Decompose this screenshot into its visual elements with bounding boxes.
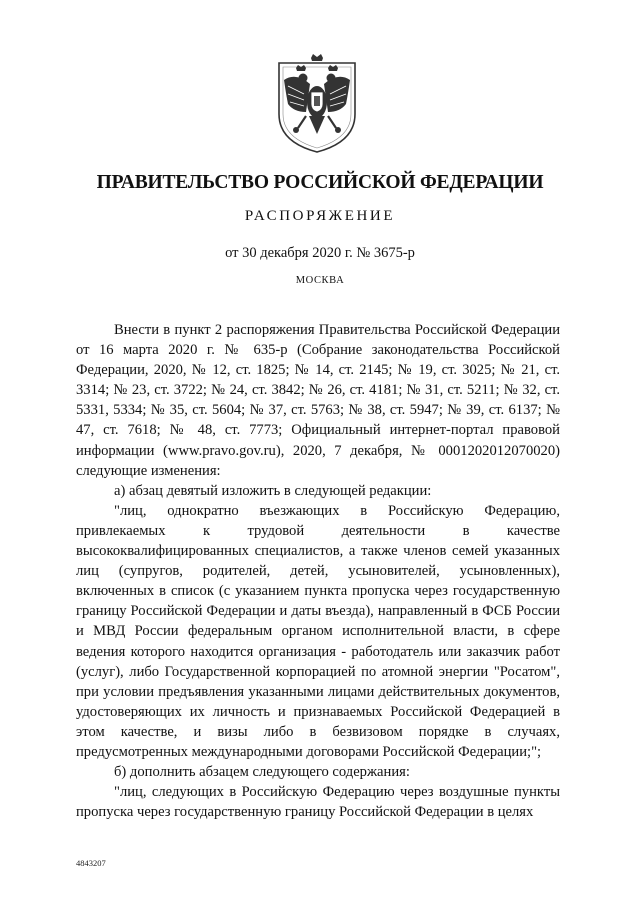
body-paragraph: "лиц, однократно въезжающих в Российскую Федерацию, привлекаемых к трудовой деятельности в качестве высококвалифицированных специалистов, а также членов семей указанных лиц (супругов, родителей, детей, усыновителей, усыновленных), включенных в список (с указанием пункта пропуска через государственную границу Российской Федерации и даты въезда), направленный в ФСБ России и МВД России федеральным органом исполнительной власти, в сфере ведения которого находится организация - работодатель или заказчик работ (услуг), либо Государственной корпорацией по атомной энергии "Росатом", при условии предъявления указанными лицами действительных документов, удостоверяющих их личность и признаваемых Российской Федерацией в этом качестве, и визы либо в безвизовом порядке в случаях, предусмотренных международными договорами Российской Федерации;"; <box>76 502 560 760</box>
body-paragraph: "лиц, следующих в Российскую Федерацию через воздушные пункты пропуска через государственную границу Российской Федерации в целях <box>76 784 560 821</box>
document-city: МОСКВА <box>295 275 345 286</box>
document-code: 4843207 <box>76 858 106 868</box>
document-type: РАСПОРЯЖЕНИЕ <box>244 208 396 224</box>
government-title: ПРАВИТЕЛЬСТВО РОССИЙСКОЙ ФЕДЕРАЦИИ <box>96 172 544 193</box>
body-paragraph: б) дополнить абзацем следующего содержания: <box>114 764 410 781</box>
body-paragraph: Внести в пункт 2 распоряжения Правительства Российской Федерации от 16 марта 2020 г. № 635-р (Собрание законодательства Российской Федерации, 2020, № 12, ст. 1825; № 14, ст. 2145; № 19, ст. 3025; № 21, ст. 3314; № 23, ст. 3722; № 24, ст. 3842; № 26, ст. 4181; № 31, ст. 5211; № 32, ст. 5331, 5334; № 35, ст. 5604; № 37, ст. 5763; № 38, ст. 5947; № 39, ст. 6137; № 47, ст. 7618; № 48, ст. 7773; Официальный интернет-портал правовой информации (www.pravo.gov.ru), 2020, 7 декабря, № 0001202012070020) следующие изменения: <box>76 322 560 479</box>
body-paragraph: а) абзац девятый изложить в следующей редакции: <box>114 482 432 499</box>
document-date-number: от 30 декабря 2020 г. № 3675-р <box>225 245 415 261</box>
russian-coat-of-arms-icon <box>276 54 358 154</box>
document-body <box>76 320 560 822</box>
